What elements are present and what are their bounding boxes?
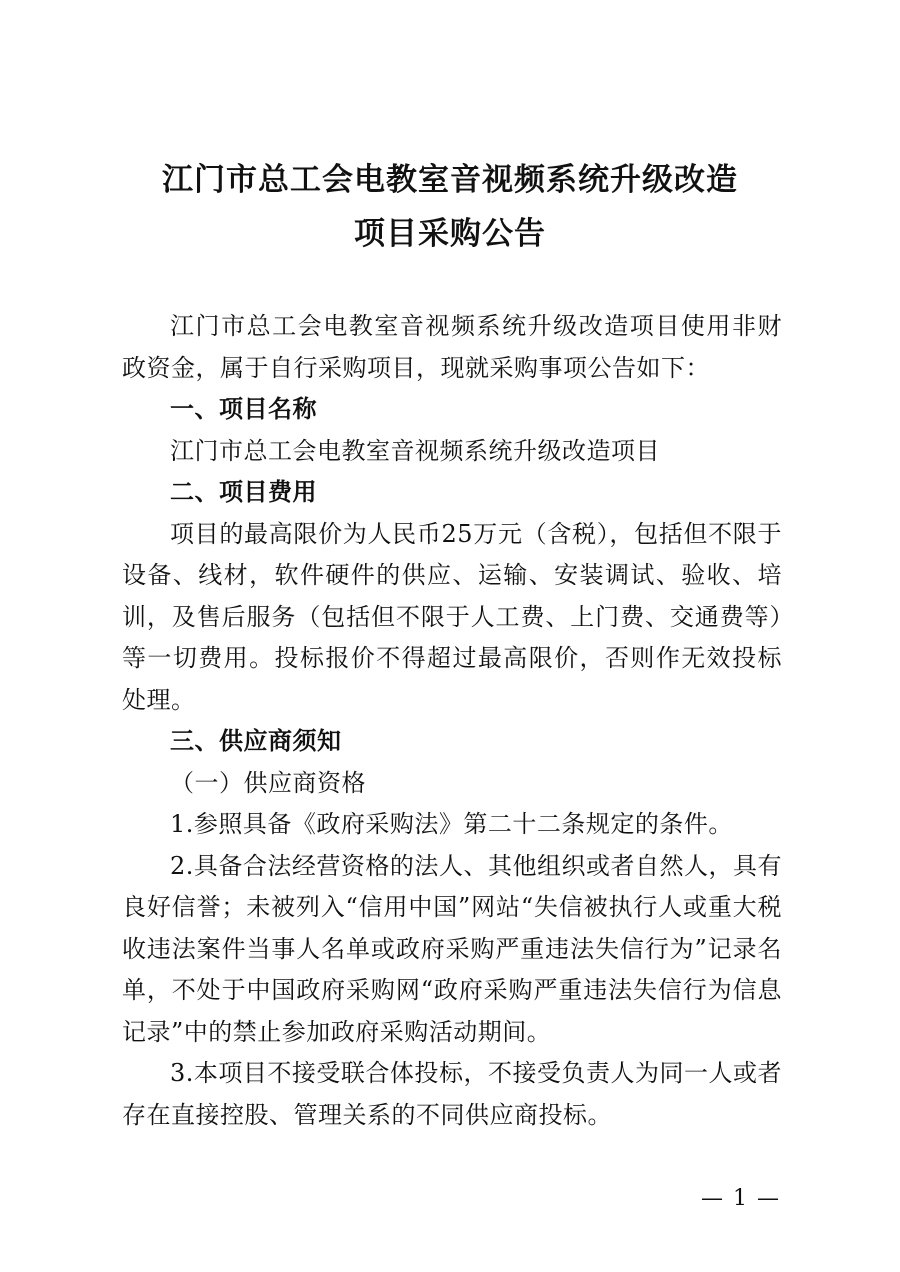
document-title-line-1: 江门市总工会电教室音视频系统升级改造 <box>162 162 738 198</box>
page-number-dash-right: — <box>757 1186 779 1211</box>
list-item: 1.参照具备《政府采购法》第二十二条规定的条件。 <box>170 810 733 838</box>
document-body <box>122 306 782 1136</box>
intro-paragraph: 江门市总工会电教室音视频系统升级改造项目使用非财政资金，属于自行采购项目，现就采购事项公告如下： <box>122 312 782 382</box>
list-item: 2.具备合法经营资格的法人、其他组织或者自然人，具有良好信誉；未被列入“信用中国”网站“失信被执行人或重大税收违法案件当事人名单或政府采购严重违法失信行为”记录名单，不处于中国政府采购网“政府采购严重违法失信行为信息记录”中的禁止参加政府采购活动期间。 <box>122 851 782 1046</box>
section-3-subheading: （一）供应商资格 <box>170 768 366 797</box>
page-number <box>690 1184 790 1214</box>
section-3-heading: 三、供应商须知 <box>170 727 342 755</box>
page-number-value: 1 <box>733 1186 747 1211</box>
document-title-line-2: 项目采购公告 <box>354 216 546 252</box>
section-2-content: 项目的最高限价为人民币25万元（含税），包括但不限于设备、线材，软件硬件的供应、运输、安装调试、验收、培训，及售后服务（包括但不限于人工费、上门费、交通费等）等一切费用。投标报价不得超过最高限价，否则作无效投标处理。 <box>122 519 782 714</box>
section-1-content: 江门市总工会电教室音视频系统升级改造项目 <box>170 436 660 465</box>
page-number-dash-left: — <box>701 1186 723 1211</box>
list-item: 3.本项目不接受联合体投标，不接受负责人为同一人或者存在直接控股、管理关系的不同供应商投标。 <box>122 1059 782 1129</box>
section-1-heading: 一、项目名称 <box>170 395 317 423</box>
section-2-heading: 二、项目费用 <box>170 478 317 506</box>
